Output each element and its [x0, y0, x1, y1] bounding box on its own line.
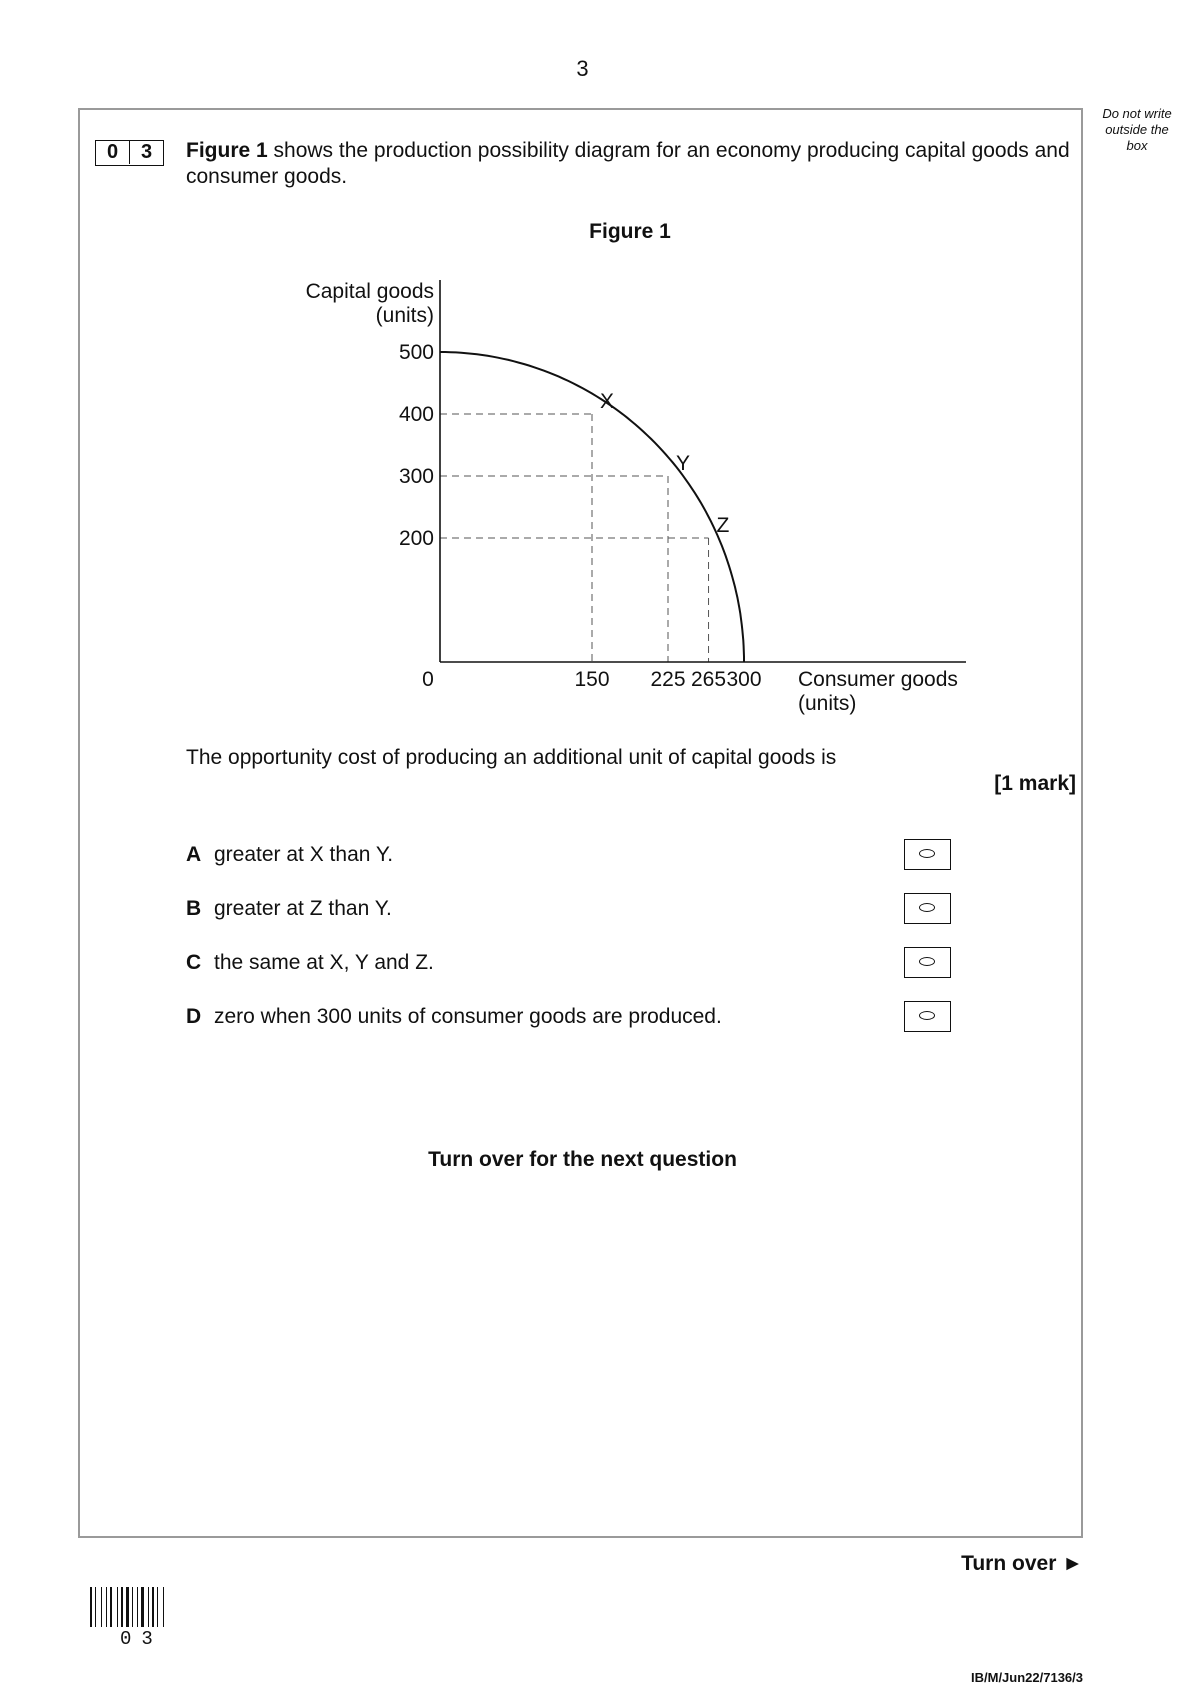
option-letter: A [186, 843, 202, 866]
barcode-bar [95, 1587, 96, 1627]
y-axis-unit: (units) [375, 304, 434, 327]
turn-over-label: Turn over ► [961, 1552, 1083, 1575]
answer-bubble-d[interactable] [904, 1001, 951, 1032]
ppf-curve [440, 352, 744, 662]
page-number: 3 [576, 56, 589, 81]
option-b [186, 897, 392, 921]
barcode-bar [148, 1587, 149, 1627]
option-text: greater at Z than Y. [214, 897, 392, 920]
x-tick-label: 265 [691, 668, 727, 691]
x-axis-unit: (units) [798, 692, 857, 715]
barcode-bar [157, 1587, 158, 1627]
option-text: the same at X, Y and Z. [214, 951, 434, 974]
option-c [186, 951, 434, 975]
point-label-y: Y [676, 452, 691, 475]
x-tick-label: 150 [574, 668, 610, 691]
marks-label: [1 mark] [994, 772, 1076, 795]
figure-title: Figure 1 [589, 220, 671, 243]
question-number-digit: 3 [129, 141, 163, 164]
barcode-bar [106, 1587, 107, 1627]
x-tick-label: 300 [726, 668, 762, 691]
barcode-bar [137, 1587, 138, 1627]
paper-reference: IB/M/Jun22/7136/3 [971, 1670, 1083, 1685]
answer-bubble-b[interactable] [904, 893, 951, 924]
bubble-oval-icon [919, 1011, 935, 1020]
y-tick-label: 500 [398, 341, 434, 364]
question-stem: The opportunity cost of producing an additional unit of capital goods is [186, 746, 837, 769]
intro-text: shows the production possibility diagram for an economy producing capital goods and consumer goods. [186, 139, 1070, 188]
barcode-number: 03 [120, 1628, 163, 1650]
y-tick-label: 300 [398, 465, 434, 488]
bubble-oval-icon [919, 957, 935, 966]
option-letter: B [186, 897, 202, 920]
option-letter: D [186, 1005, 202, 1028]
option-d [186, 1005, 722, 1029]
barcode-bar [90, 1587, 92, 1627]
option-letter: C [186, 951, 202, 974]
answer-bubble-a[interactable] [904, 839, 951, 870]
question-number-digit: 0 [106, 141, 119, 163]
barcode-bar [101, 1587, 102, 1627]
barcode-bar [126, 1587, 129, 1627]
option-a [186, 843, 393, 867]
y-tick-label: 200 [398, 527, 434, 550]
point-label-x: X [600, 390, 615, 413]
x-axis-label: Consumer goods [798, 668, 958, 691]
barcode-bar [110, 1587, 112, 1627]
barcode-bar [163, 1587, 164, 1627]
margin-note: Do not write outside the box [1102, 106, 1172, 153]
origin-label: 0 [422, 668, 434, 691]
barcode [90, 1587, 200, 1627]
bubble-oval-icon [919, 903, 935, 912]
turn-over-next-question: Turn over for the next question [428, 1148, 737, 1171]
figure-reference: Figure 1 [186, 139, 268, 162]
barcode-bar [141, 1587, 144, 1627]
option-text: greater at X than Y. [214, 843, 394, 866]
barcode-bar [117, 1587, 118, 1627]
y-tick-label: 400 [398, 403, 434, 426]
answer-bubble-c[interactable] [904, 947, 951, 978]
point-label-z: Z [716, 514, 730, 537]
barcode-bar [152, 1587, 154, 1627]
y-axis-label: Capital goods [305, 280, 434, 303]
option-text: zero when 300 units of consumer goods are produced. [214, 1005, 722, 1028]
x-tick-label: 225 [650, 668, 686, 691]
barcode-bar [121, 1587, 123, 1627]
bubble-oval-icon [919, 849, 935, 858]
barcode-bar [132, 1587, 133, 1627]
production-possibility-chart [0, 0, 1191, 740]
